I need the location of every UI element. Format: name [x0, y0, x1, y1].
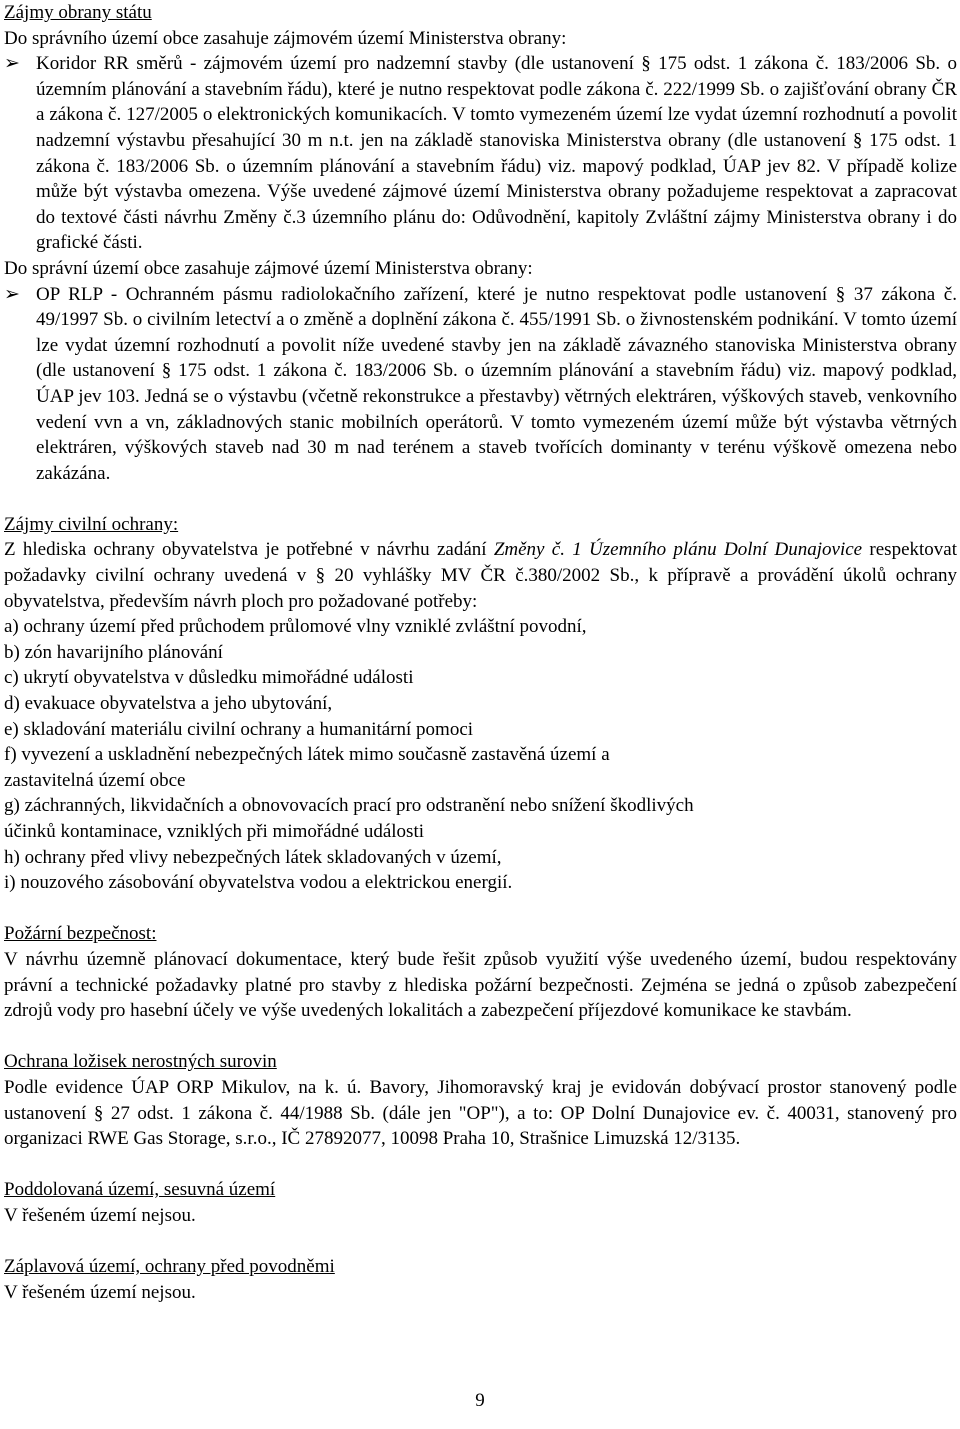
list-item-i: i) nouzového zásobování obyvatelstva vodou a elektrickou energií. — [4, 872, 513, 894]
paragraph-mineral-deposits: Podle evidence ÚAP ORP Mikulov, na k. ú. Bavory, Jihomoravský kraj je evidován dobývací prostor stanovený podle ustanovení § 27 odst. 1 zákona č. 44/1988 Sb. (dále jen "OP"), a to: OP Dolní Dunajovice ev. č. 40031, stanovený pro organizaci RWE Gas Storage, s.r.o., IČ 27892077, 10098 Praha 10, Strašnice Limuzská 12/3135. — [4, 1076, 957, 1150]
section-fire-safety — [4, 921, 957, 1023]
section-civil-protection — [4, 512, 957, 896]
section-heading-mineral-deposits: Ochrana ložisek nerostných surovin — [4, 1051, 277, 1073]
list-item-g: g) záchranných, likvidačních a obnovovacích prací pro odstranění nebo snížení škodlivých účinků kontaminace, vzniklých při mimořádné události — [4, 795, 694, 842]
bullet-item-rr-corridor — [4, 51, 957, 256]
paragraph-defense-intro-2: Do správní území obce zasahuje zájmové území Ministerstva obrany: — [4, 257, 533, 279]
section-heading-defense: Zájmy obrany státu — [4, 2, 152, 23]
page-number: 9 — [475, 1390, 485, 1411]
list-item-a: a) ochrany území před průchodem průlomové vlny vzniklé zvláštní povodní, — [4, 616, 587, 638]
paragraph-civil-protection — [4, 537, 957, 614]
list-item-h: h) ochrany před vlivy nebezpečných látek skladovaných v území, — [4, 846, 502, 868]
section-heading-undermined-areas: Poddolovaná území, sesuvná území — [4, 1179, 276, 1201]
list-item-b: b) zón havarijního plánování — [4, 641, 223, 663]
document-page — [4, 0, 957, 1305]
spacer — [4, 1024, 957, 1050]
section-defense — [4, 0, 957, 486]
section-heading-fire-safety: Požární bezpečnost: — [4, 923, 157, 945]
paragraph-defense-intro: Do správního území obce zasahuje zájmovém území Ministerstva obrany: — [4, 27, 567, 49]
list-item-c: c) ukrytí obyvatelstva v důsledku mimořádné události — [4, 667, 414, 689]
section-flood-areas — [4, 1254, 957, 1305]
paragraph-text: Z hlediska ochrany obyvatelstva je potřebné v návrhu zadání — [4, 539, 494, 561]
paragraph-text: respektovat požadavky civilní ochrany uvedená v § 20 vyhlášky MV ČR č.380/2002 Sb., k přípravě a provádění úkolů ochrany obyvatelstva, především návrh ploch pro požadované potřeby: — [4, 539, 957, 612]
spacer — [4, 896, 957, 922]
section-heading-flood-areas: Záplavová území, ochrany před povodněmi — [4, 1256, 335, 1278]
bullet-item-op-rlp — [4, 282, 957, 487]
spacer — [4, 486, 957, 512]
spacer — [4, 1229, 957, 1255]
list-item-d: d) evakuace obyvatelstva a jeho ubytování, — [4, 693, 333, 715]
arrowhead-bullet-icon: ➢ — [4, 283, 20, 305]
list-item-f: f) vyvezení a uskladnění nebezpečných látek mimo současně zastavěná území a zastavitelná území obce — [4, 744, 610, 791]
bullet-text-rr-corridor: Koridor RR směrů - zájmovém území pro nadzemní stavby (dle ustanovení § 175 odst. 1 zákona č. 183/2006 Sb. o územním plánování a stavebním řádu), které je nutno respektovat podle zákona č. 222/1999 Sb. o zajišťování obrany ČR a zákona č. 127/2005 o elektronických komunikacích. V tomto vymezeném území lze vydat územní rozhodnutí a povolit nadzemní výstavbu přesahující 30 m n.t. jen na základě stanoviska Ministerstva obrany (dle ustanovení § 175 odst. 1 zákona č. 183/2006 Sb. o územním plánování a stavebním řádu) viz. mapový podklad, ÚAP jev 82. V případě kolize může být výstavba omezena. Výše uvedené zájmové území Ministerstva obrany požadujeme respektovat a zapracovat do textové části návrhu Změny č.3 územního plánu do: Odůvodnění, kapitoly Zvláštní zájmy Ministerstva obrany i do grafické části. — [36, 53, 957, 254]
arrowhead-bullet-icon: ➢ — [4, 53, 20, 75]
italic-plan-name: Změny č. 1 Územního plánu Dolní Dunajovice — [493, 539, 863, 561]
section-heading-civil-protection: Zájmy civilní ochrany: — [4, 513, 179, 535]
paragraph-fire-safety: V návrhu územně plánovací dokumentace, který bude řešit způsob využití výše uvedeného území, budou respektovány právní a technické požadavky platné pro stavby z hlediska požární bezpečnosti. Zejména se jedná o způsob zabezpečení zdrojů vody pro hasební účely ve výše uvedených lokalitách a zabezpečení příjezdové komunikace ke stavbám. — [4, 948, 957, 1022]
section-undermined-areas — [4, 1177, 957, 1228]
bullet-text-op-rlp: OP RLP - Ochranném pásmu radiolokačního zařízení, které je nutno respektovat podle ustanovení § 37 zákona č. 49/1997 Sb. o civilním letectví a o změně a doplnění zákona č. 455/1991 Sb. o živnostenském podnikání. V tomto území lze vydat územní rozhodnutí a povolit níže uvedené stavby jen na základě závazného stanoviska Ministerstva obrany (dle ustanovení § 175 odst. 1 zákona č. 183/2006 Sb. o územním plánování a stavebním řádu) viz. mapový podklad, ÚAP jev 103. Jedná se o výstavbu (včetně rekonstrukce a přestavby) větrných elektráren, výškových staveb, venkovního vedení vvn a vn, základnových stanic mobilních operátorů. V tomto vymezeném území může být výstavba větrných elektráren, výškových staveb nad 30 m nad terénem a staveb tvořících dominanty v terénu výškově omezena nebo zakázána. — [36, 283, 957, 484]
paragraph-flood-areas: V řešeném území nejsou. — [4, 1281, 196, 1303]
spacer — [4, 1152, 957, 1178]
list-item-e: e) skladování materiálu civilní ochrany a humanitární pomoci — [4, 718, 474, 740]
section-mineral-deposits — [4, 1049, 957, 1151]
paragraph-undermined-areas: V řešeném území nejsou. — [4, 1204, 196, 1226]
